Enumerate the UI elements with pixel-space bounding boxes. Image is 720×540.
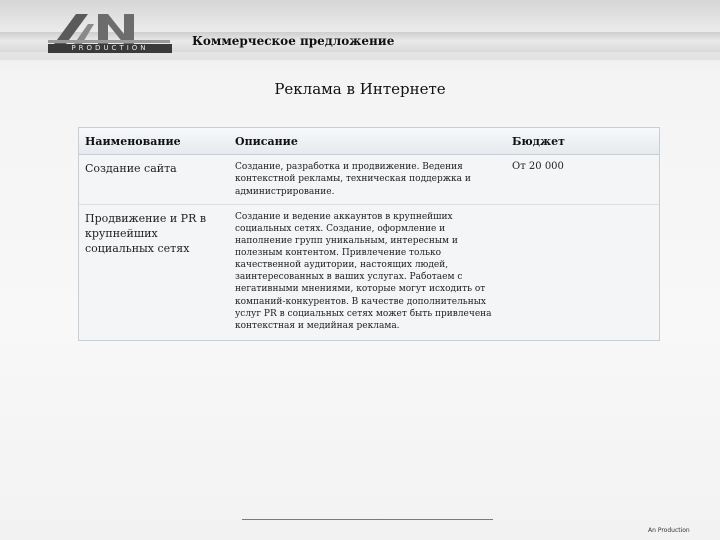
- cell-service-name: Создание сайта: [79, 155, 229, 205]
- cell-service-description: Создание и ведение аккаунтов в крупнейших социальных сетях. Создание, оформление и наполнение групп уникальным, интересным и полезным контентом. Привлечение только качественной аудитории, настоящих людей, заинтересованных в ваших услугах. Работаем с негативными мнениями, которые могут исходить от компаний-конкурентов. В качестве дополнительных услуг PR в социальных сетях может быть привлечена контекстная и медийная реклама.: [235, 211, 492, 331]
- column-header-description: Описание: [229, 128, 506, 155]
- column-header-name: Наименование: [79, 128, 229, 155]
- footer-text: An Production: [648, 527, 690, 534]
- services-table: [79, 128, 659, 340]
- footer-divider: [242, 519, 493, 520]
- table-header-row: [79, 128, 659, 155]
- cell-service-description: Создание, разработка и продвижение. Ведения контекстной рекламы, техническая поддержка и администрирование.: [229, 155, 506, 205]
- table-row: [79, 204, 659, 339]
- slide-title: Реклама в Интернете: [274, 80, 446, 98]
- header-title: Коммерческое предложение: [192, 34, 395, 48]
- table-row: [79, 155, 659, 205]
- logo-text: PRODUCTION: [48, 44, 172, 53]
- cell-service-budget: От 20 000: [506, 155, 659, 205]
- cell-service-name: Продвижение и PR в крупнейших социальных сетях: [85, 211, 207, 255]
- column-header-budget: Бюджет: [506, 128, 659, 155]
- cell-service-budget: [506, 204, 659, 339]
